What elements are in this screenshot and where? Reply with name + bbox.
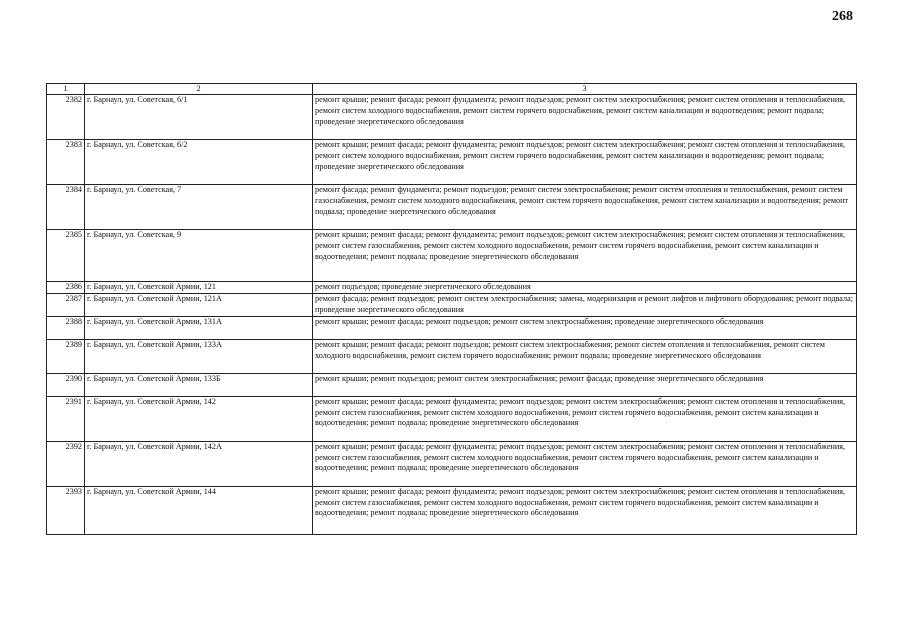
page-number: 268 — [832, 9, 853, 24]
address-cell: г. Барнаул, ул. Советской Армии, 131А — [85, 316, 313, 339]
works-cell: ремонт крыши; ремонт фасада; ремонт фундамента; ремонт подъездов; ремонт систем электроснабжения; ремонт систем отопления и теплоснабжения, ремонт систем газоснабжения, ремонт систем холодного водоснабжения, ремонт систем горячего водоснабжения, ремонт систем канализации и водоотведения; ремонт подвала; проведение энергетического обследования — [313, 441, 857, 486]
row-number: 2385 — [47, 230, 85, 282]
works-cell: ремонт крыши; ремонт фасада; ремонт фундамента; ремонт подъездов; ремонт систем электроснабжения; ремонт систем отопления и теплоснабжения, ремонт систем холодного водоснабжения, ремонт систем горячего водоснабжения, ремонт систем канализации и водоотведения; ремонт подвала; проведение энергетического обследования — [313, 140, 857, 185]
address-cell: г. Барнаул, ул. Советской Армии, 142 — [85, 396, 313, 441]
row-number: 2384 — [47, 185, 85, 230]
works-cell: ремонт крыши; ремонт фасада; ремонт фундамента; ремонт подъездов; ремонт систем электроснабжения; ремонт систем отопления и теплоснабжения, ремонт систем газоснабжения, ремонт систем холодного водоснабжения, ремонт систем горячего водоснабжения, ремонт систем канализации и водоотведения; ремонт подвала; проведение энергетического обследования — [313, 396, 857, 441]
table-row — [47, 316, 857, 339]
address-cell: г. Барнаул, ул. Советская, 7 — [85, 185, 313, 230]
table-row — [47, 230, 857, 282]
address-cell: г. Барнаул, ул. Советской Армии, 144 — [85, 486, 313, 534]
table-row — [47, 185, 857, 230]
works-cell: ремонт крыши; ремонт фасада; ремонт подъездов; ремонт систем электроснабжения; проведение энергетического обследования — [313, 316, 857, 339]
row-number: 2391 — [47, 396, 85, 441]
column-header-3: 3 — [313, 84, 857, 95]
address-cell: г. Барнаул, ул. Советская, 9 — [85, 230, 313, 282]
address-cell: г. Барнаул, ул. Советской Армии, 121 — [85, 282, 313, 294]
table-row — [47, 373, 857, 396]
row-number: 2393 — [47, 486, 85, 534]
table-row — [47, 396, 857, 441]
table-row — [47, 140, 857, 185]
repair-works-table — [46, 83, 857, 535]
table-row — [47, 339, 857, 373]
works-cell: ремонт крыши; ремонт подъездов; ремонт систем электроснабжения; ремонт фасада; проведение энергетического обследования — [313, 373, 857, 396]
table-row — [47, 441, 857, 486]
address-cell: г. Барнаул, ул. Советской Армии, 133А — [85, 339, 313, 373]
table-body — [47, 95, 857, 535]
works-cell: ремонт крыши; ремонт фасада; ремонт подъездов; ремонт систем электроснабжения; ремонт систем отопления и теплоснабжения, ремонт систем холодного водоснабжения, ремонт систем горячего водоснабжения; ремонт подвала; проведение энергетического обследования — [313, 339, 857, 373]
row-number: 2390 — [47, 373, 85, 396]
address-cell: г. Барнаул, ул. Советская, 6/2 — [85, 140, 313, 185]
table-row — [47, 293, 857, 316]
table-row — [47, 486, 857, 534]
works-cell: ремонт крыши; ремонт фасада; ремонт фундамента; ремонт подъездов; ремонт систем электроснабжения; ремонт систем отопления и теплоснабжения, ремонт систем газоснабжения, ремонт систем холодного водоснабжения, ремонт систем горячего водоснабжения, ремонт систем канализации и водоотведения; ремонт подвала; проведение энергетического обследования — [313, 230, 857, 282]
address-cell: г. Барнаул, ул. Советской Армии, 133Б — [85, 373, 313, 396]
row-number: 2383 — [47, 140, 85, 185]
table-header-row — [47, 84, 857, 95]
works-cell: ремонт крыши; ремонт фасада; ремонт фундамента; ремонт подъездов; ремонт систем электроснабжения; ремонт систем отопления и теплоснабжения, ремонт систем холодного водоснабжения, ремонт систем горячего водоснабжения, ремонт систем канализации и водоотведения; ремонт подвала; проведение энергетического обследования — [313, 95, 857, 140]
works-cell: ремонт подъездов; проведение энергетического обследования — [313, 282, 857, 294]
row-number: 2392 — [47, 441, 85, 486]
table-row — [47, 282, 857, 294]
row-number: 2388 — [47, 316, 85, 339]
column-header-1: 1 — [47, 84, 85, 95]
works-cell: ремонт фасада; ремонт фундамента; ремонт подъездов; ремонт систем электроснабжения; ремонт систем отопления и теплоснабжения, ремонт систем газоснабжения, ремонт систем холодного водоснабжения, ремонт систем горячего водоснабжения, ремонт систем канализации и водоотведения; ремонт подвала; проведение энергетического обследования — [313, 185, 857, 230]
row-number: 2386 — [47, 282, 85, 294]
table-row — [47, 95, 857, 140]
row-number: 2387 — [47, 293, 85, 316]
column-header-2: 2 — [85, 84, 313, 95]
address-cell: г. Барнаул, ул. Советская, 6/1 — [85, 95, 313, 140]
address-cell: г. Барнаул, ул. Советской Армии, 121А — [85, 293, 313, 316]
works-cell: ремонт фасада; ремонт подъездов; ремонт систем электроснабжения; замена, модернизация и ремонт лифтов и лифтового оборудования; ремонт подвала; проведение энергетического обследования — [313, 293, 857, 316]
row-number: 2389 — [47, 339, 85, 373]
address-cell: г. Барнаул, ул. Советской Армии, 142А — [85, 441, 313, 486]
works-cell: ремонт крыши; ремонт фасада; ремонт фундамента; ремонт подъездов; ремонт систем электроснабжения; ремонт систем отопления и теплоснабжения, ремонт систем газоснабжения, ремонт систем холодного водоснабжения, ремонт систем горячего водоснабжения, ремонт систем канализации и водоотведения; ремонт подвала; проведение энергетического обследования — [313, 486, 857, 534]
row-number: 2382 — [47, 95, 85, 140]
